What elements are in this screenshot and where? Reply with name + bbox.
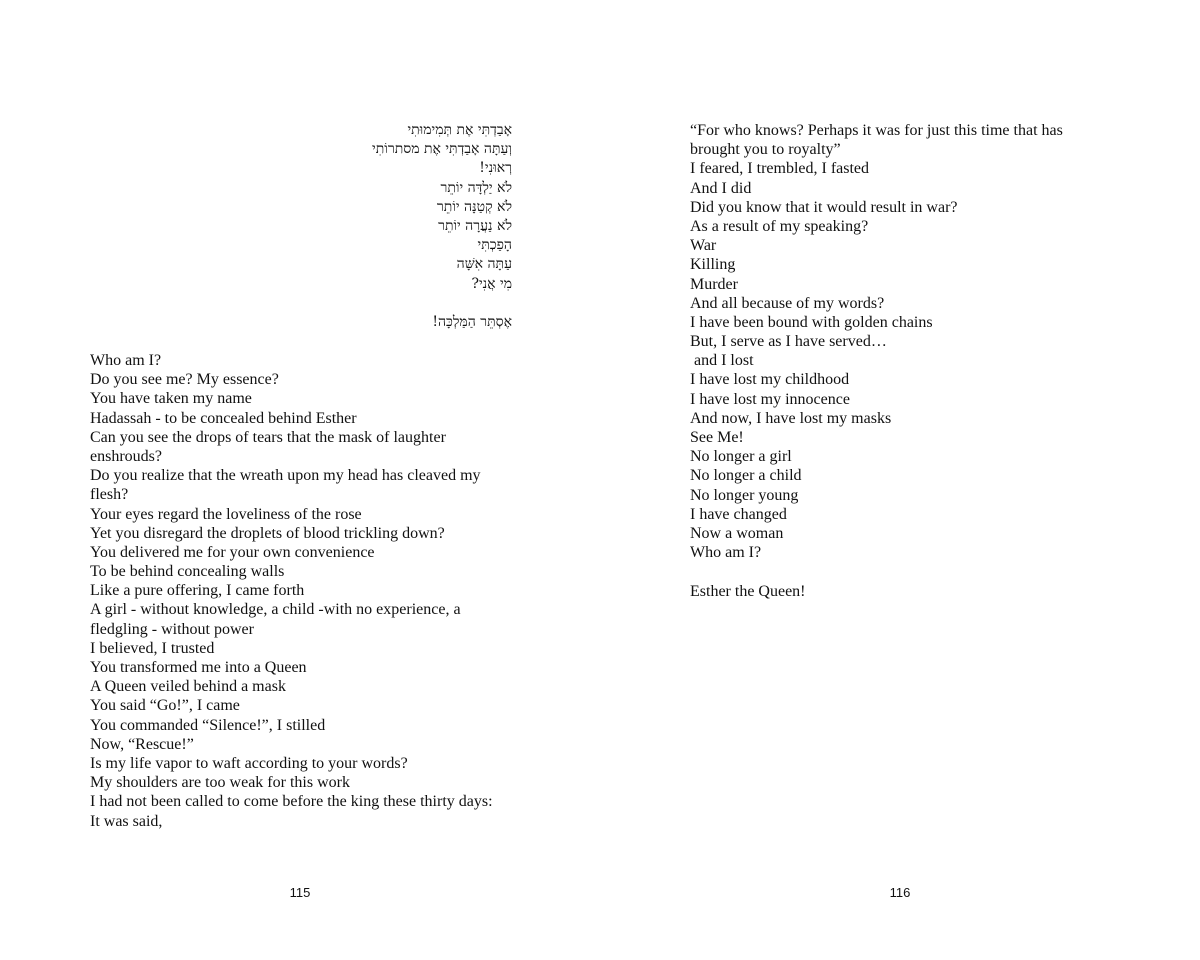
poem-line: No longer a girl — [690, 448, 792, 466]
poem-line: and I lost — [690, 352, 754, 370]
hebrew-line: לֹא קְטַנָּה יוֹתֵר — [436, 198, 512, 215]
hebrew-line: לֹא יַלְדָּה יוֹתֵר — [440, 179, 512, 196]
poem-line: brought you to royalty” — [690, 141, 841, 159]
poem-line: A Queen veiled behind a mask — [90, 678, 286, 696]
stanza-break — [690, 562, 1063, 581]
poem-line: And now, I have lost my masks — [690, 409, 892, 427]
hebrew-line: לֹא נַעֲרָה יוֹתֵר — [438, 217, 512, 234]
poem-line: Hadassah - to be concealed behind Esther — [90, 409, 357, 427]
poem-line: I believed, I trusted — [90, 639, 215, 657]
poem-line: But, I serve as I have served… — [690, 333, 887, 351]
poem-line: Who am I? — [90, 352, 162, 369]
poem-line: To be behind concealing walls — [90, 563, 285, 581]
poem-line: I have been bound with golden chains — [690, 313, 933, 331]
poem-line: And I did — [690, 179, 752, 197]
poem-line: You commanded “Silence!”, I stilled — [90, 716, 326, 734]
poem-line: Yet you disregard the droplets of blood trickling down? — [90, 524, 445, 542]
page-number: 115 — [289, 885, 311, 900]
poem-line: I feared, I trembled, I fasted — [690, 160, 870, 178]
poem-line: Did you know that it would result in war? — [690, 198, 958, 216]
poem-line: No longer young — [690, 486, 799, 504]
poem-line: “For who knows? Perhaps it was for just this time that has — [690, 122, 1063, 139]
poem-line: Is my life vapor to waft according to your words? — [90, 754, 408, 772]
poem-line: And all because of my words? — [690, 294, 885, 312]
english-poem-part-1 — [90, 351, 493, 831]
hebrew-line: עַתָּה אִשָּׁה — [456, 256, 512, 273]
hebrew-line: אָבַדְתִּי אֶת תְּמִימוּתִי — [407, 122, 512, 138]
poem-line: It was said, — [90, 812, 163, 830]
poem-line: Your eyes regard the loveliness of the rose — [90, 505, 362, 523]
poem-line: Do you see me? My essence? — [90, 371, 279, 389]
poem-line: I had not been called to come before the king these thirty days: — [90, 793, 493, 811]
poem-line: I have lost my childhood — [690, 371, 850, 389]
hebrew-line: מִי אֲנִי? — [471, 275, 512, 292]
poem-line: Murder — [690, 275, 738, 293]
poem-line: You have taken my name — [90, 390, 252, 408]
page-number: 116 — [889, 885, 911, 900]
poem-line: I have changed — [690, 505, 787, 523]
poem-line: Now a woman — [690, 524, 784, 542]
poem-line: Can you see the drops of tears that the mask of laughter — [90, 428, 446, 446]
closing-line: Esther the Queen! — [690, 582, 806, 600]
poem-line: Killing — [690, 256, 736, 274]
poem-line: See Me! — [690, 429, 744, 446]
poem-line: Now, “Rescue!” — [90, 735, 194, 753]
poem-line: You transformed me into a Queen — [90, 659, 307, 676]
poem-line: fledgling - without power — [90, 620, 254, 638]
hebrew-closing-line: אֶסְתֵּר הַמַּלְכָּה! — [432, 313, 512, 330]
poem-line: War — [690, 237, 717, 255]
right-page — [600, 0, 1200, 960]
poem-line: You said “Go!”, I came — [90, 697, 240, 715]
poem-line: Like a pure offering, I came forth — [90, 582, 305, 600]
poem-line: As a result of my speaking? — [690, 217, 869, 235]
hebrew-line: וְעַתָּה אָבַדְתִּי אֶת מסתרוֹתִי — [372, 141, 512, 158]
poem-line: flesh? — [90, 486, 129, 504]
hebrew-poem — [212, 121, 512, 332]
poem-line: I have lost my innocence — [690, 390, 850, 408]
poem-line: You delivered me for your own convenience — [90, 543, 375, 561]
poem-line: No longer a child — [690, 467, 802, 485]
hebrew-line: רְאוּנִי! — [479, 160, 512, 177]
poem-line: My shoulders are too weak for this work — [90, 774, 350, 792]
hebrew-line: הָפַכְתִּי — [477, 237, 512, 254]
poem-line: Who am I? — [690, 544, 762, 562]
stanza-break — [212, 294, 512, 313]
poem-line: enshrouds? — [90, 447, 162, 465]
english-poem-part-2 — [690, 121, 1063, 601]
poem-line: A girl - without knowledge, a child -with no experience, a — [90, 601, 461, 619]
poem-line: Do you realize that the wreath upon my head has cleaved my — [90, 467, 481, 485]
